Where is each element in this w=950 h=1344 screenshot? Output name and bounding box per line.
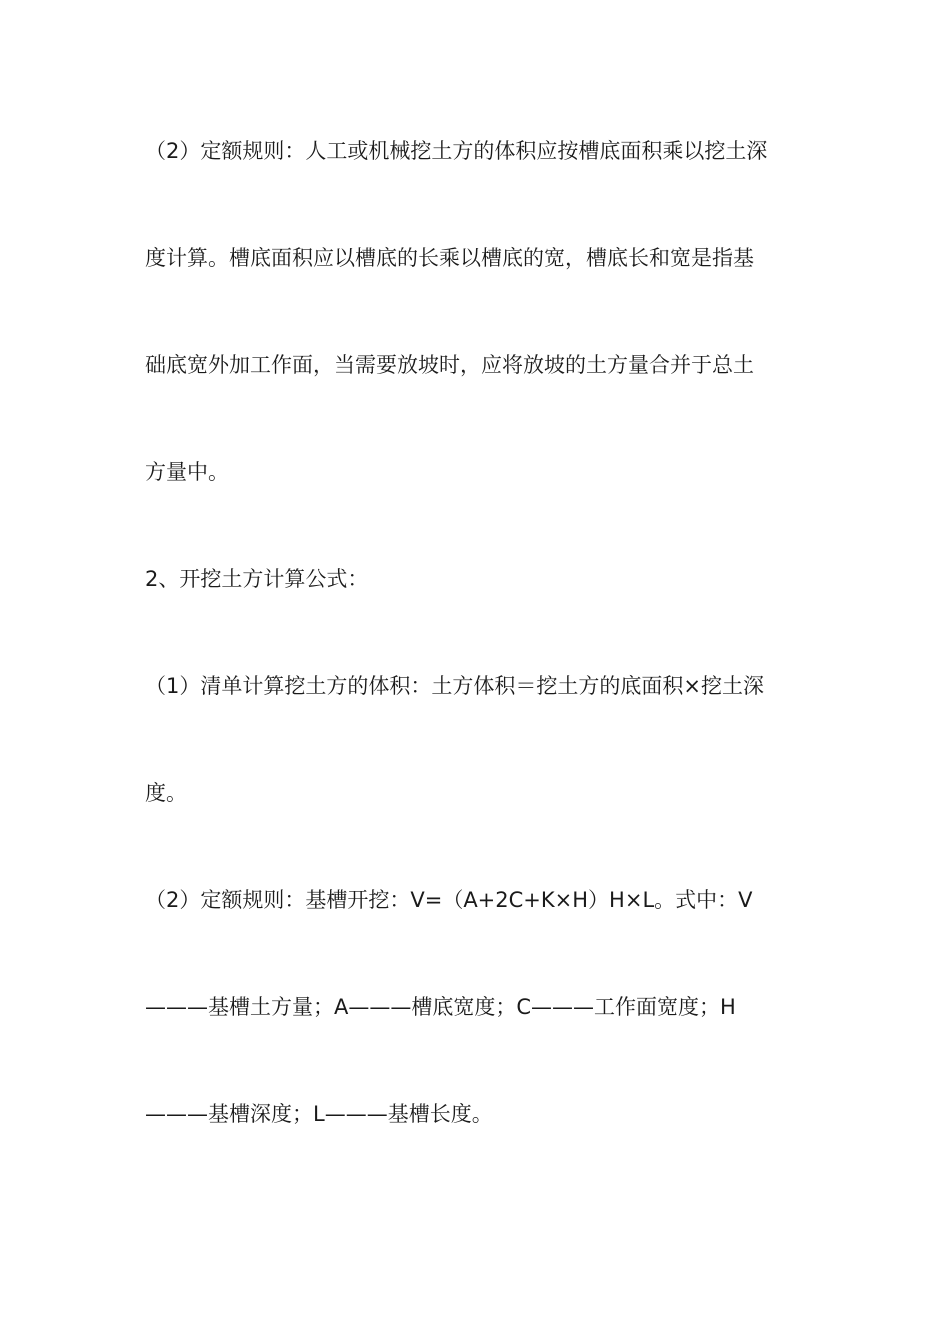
text-line-7: 度。	[145, 781, 187, 805]
text-line-6: （1）清单计算挖土方的体积：土方体积＝挖土方的底面积×挖土深	[145, 674, 764, 698]
formula-legend-line-2: ———基槽深度；L———基槽长度。	[145, 1102, 493, 1126]
formula-line: （2）定额规则：基槽开挖：V=（A+2C+K×H）H×L。式中：V	[145, 888, 753, 912]
text-line-3: 础底宽外加工作面，当需要放坡时，应将放坡的土方量合并于总土	[145, 353, 754, 377]
formula-legend-line-1: ———基槽土方量；A———槽底宽度；C———工作面宽度；H	[145, 995, 736, 1019]
text-line-4: 方量中。	[145, 460, 229, 484]
text-line-2: 度计算。槽底面积应以槽底的长乘以槽底的宽，槽底长和宽是指基	[145, 246, 754, 270]
text-line-1: （2）定额规则：人工或机械挖土方的体积应按槽底面积乘以挖土深	[145, 139, 768, 163]
section-heading: 2、开挖土方计算公式：	[145, 567, 369, 591]
